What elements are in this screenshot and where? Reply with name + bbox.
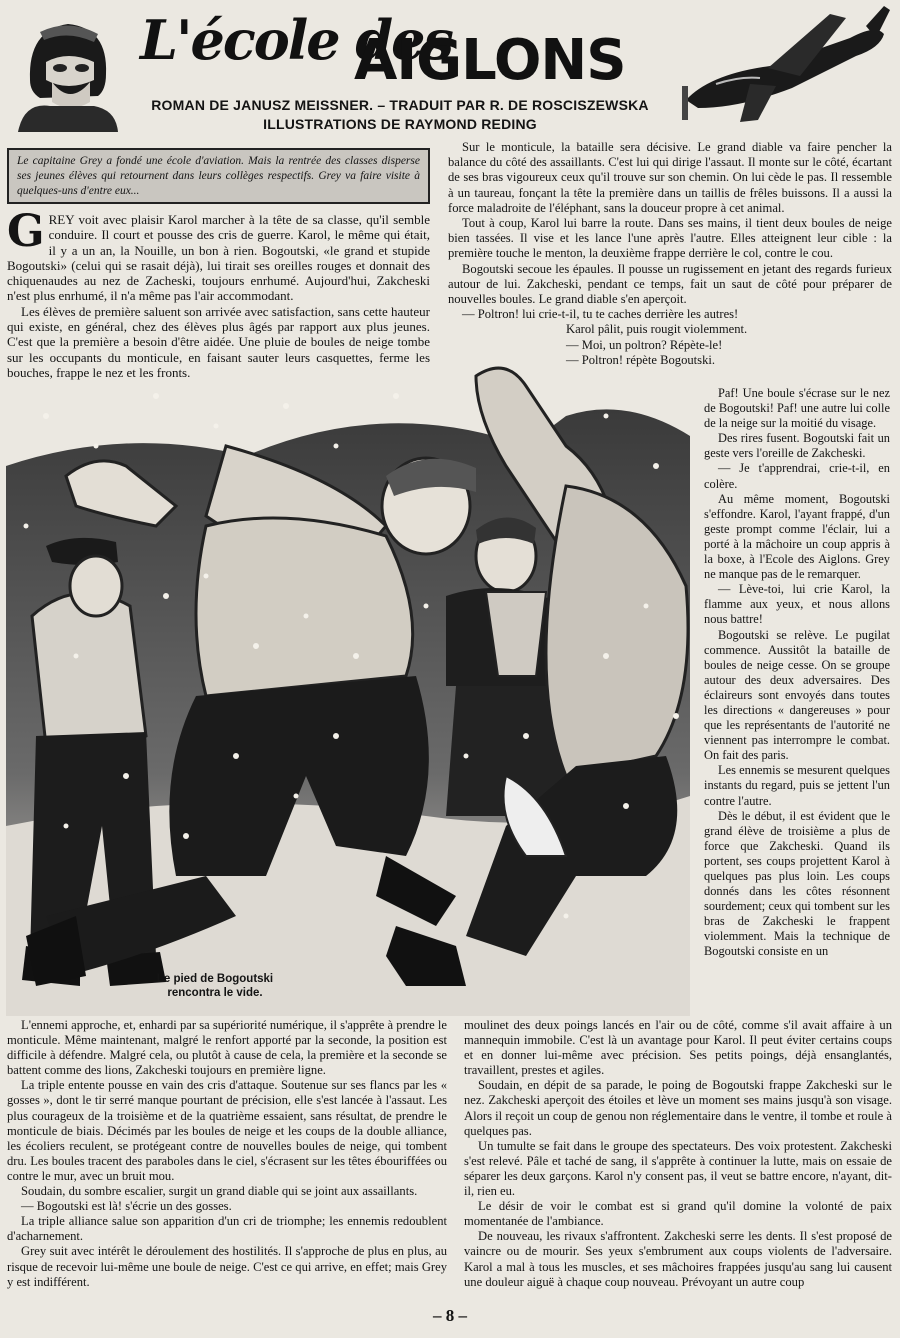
- article-title: [140, 8, 660, 92]
- paragraph: Karol pâlit, puis rougit violemment.: [566, 322, 748, 337]
- paragraph: GREY voit avec plaisir Karol marcher à la tête de sa classe, qu'il semble conduire. Il court et pousse des cris de guerre. Karol, le même qui était, il y a un an, la Nouille, un bon à rien. Bogoutski, «le grand et stupide Bogoutski» (celui qui se rasait déjà), lui tirait ses oreilles rouges et donnait des chiquenaudes au nez de Zacheski, toujours enrhumé. Aujourd'hui, Zakcheski n'est plus enrhumé, il n'a même pas l'air accommodant.: [7, 206, 430, 304]
- drop-cap: G: [7, 206, 45, 257]
- right-column-bottom: [464, 1018, 892, 1290]
- paragraph: Dès le début, il est évident que le grand élève de troisième a plus de force que Zakcheski. Quand ils portent, ses coups projettent Karol à quelques pas plus loin. Les coups donnés dans les côtes résonnent sourdement; ceux qui tombent sur les bras de Zakcheski le frappent violemment. Mais la technique de Bogoutski consiste en un: [704, 808, 890, 959]
- paragraph: La triple entente pousse en vain des cris d'attaque. Soutenue sur ses flancs par les « gosses », dont le tir serré manque pourtant de précision, elle s'est lancée à l'assaut. Les plus courageux de la troisième et de la quatrième essaient, sans résultat, de prendre le monticule de biais. Décimés par les boules de neige et les coups de la double alliance, les écoliers reculent, se protégeant contre de nouvelles boules de neige, qui tombent dru. Les boules tracent des paraboles dans le ciel, s'écrasent sur les têtes ébouriffées ou contre le mur, avec un bruit mou.: [7, 1078, 447, 1183]
- pilot-portrait-icon: [10, 10, 120, 132]
- paragraph: moulinet des deux poings lancés en l'air ou de côté, comme s'il avait affaire à un mannequin immobile. C'est là un avantage pour Karol. Il peut éviter certains coups et en donner lui-même avec précision. Ses petits poings, déjà ensanglantés, travaillent, prestes et agiles.: [464, 1018, 892, 1078]
- snowball-fight-illustration: [6, 356, 690, 1016]
- paragraph: Bogoutski secoue les épaules. Il pousse un rugissement en jetant des regards furieux autour de lui. Zakcheski, pendant ce temps, fait un saut de côté pour préparer de nouvelles boules. Le grand diable s'en aperçoit.: [448, 261, 892, 307]
- byline-author: ROMAN DE JANUSZ MEISSNER. – TRADUIT PAR R. DE ROSCISZEWSKA: [151, 97, 649, 113]
- paragraph: Les élèves de première saluent son arrivée avec satisfaction, sans cette hauteur qui existe, en général, chez des élèves plus âgés par rapport aux plus jeunes. C'est que la première a besoin d'être aidée. Une pluie de boules de neige tombe sur les occupants du monticule, en faisant sauter leurs casquettes, ferme les bouches, frappe le nez et les fronts.: [7, 303, 430, 380]
- paragraph: Des rires fusent. Bogoutski fait un geste vers l'oreille de Zakcheski.: [704, 431, 890, 461]
- paragraph: Sur le monticule, la bataille sera décisive. Le grand diable va faire pencher la balance du côté des assaillants. C'est lui qui dirige l'assaut. Il monte sur le côté, écartant de ses bras vigoureux ceux qu'il trouve sur son chemin. On lui cède le pas. Il ressemble à un taureau, fonçant la tête la première dans un taillis de frêles buissons. Il a aussi la force maladroite de l'éléphant, sans la douceur propre à cet animal.: [448, 140, 892, 215]
- paragraph: Paf! Une boule s'écrase sur le nez de Bogoutski! Paf! une autre lui colle de la neige sur la moitié du visage.: [704, 386, 890, 431]
- paragraph: Grey suit avec intérêt le déroulement des hostilités. Il s'approche de plus en plus, au risque de recevoir lui-même une boule de neige. C'est ce qui arrive, en effet; mais Grey y est indifférent.: [7, 1244, 447, 1289]
- paragraph: — Lève-toi, lui crie Karol, la flamme aux yeux, et nous allons nous battre!: [704, 582, 890, 627]
- intro-box: Le capitaine Grey a fondé une école d'aviation. Mais la rentrée des classes disperse ses jeunes élèves qui retournent dans leurs collèges respectifs. Grey va faire visite à quelques-uns d'entre eux...: [7, 148, 430, 204]
- paragraph: Le désir de voir le combat est si grand qu'il domine la volonté de paix momentanée de l'ambiance.: [464, 1199, 892, 1229]
- paragraph: Un tumulte se fait dans le groupe des spectateurs. Des voix protestent. Zakcheski s'est relevé. Pâle et taché de sang, il s'apprête à continuer la lutte, mais on essaie de séparer les deux garçons. Karol n'y consent pas, il veut se battre encore, n'ayant, dit-il, rien eu.: [464, 1138, 892, 1199]
- title-block: AIGLONS: [354, 28, 626, 93]
- right-narrow-column: [704, 386, 890, 960]
- fighter-plane-icon: [680, 4, 892, 128]
- paragraph: — Poltron! répète Bogoutski.: [566, 352, 716, 367]
- byline-illustrator: ILLUSTRATIONS DE RAYMOND REDING: [263, 116, 537, 132]
- byline: [140, 96, 660, 134]
- illustration-caption: Le pied de Bogoutski rencontra le vide.: [156, 973, 274, 999]
- paragraph: Les ennemis se mesurent quelques instants du regard, puis se jettent l'un contre l'autre.: [704, 763, 890, 808]
- paragraph: — Poltron! lui crie-t-il, tu te caches derrière les autres!: [462, 307, 739, 322]
- paragraph: Au même moment, Bogoutski s'effondre. Karol, l'ayant frappé, d'un geste prompt comme l'éclair, lui a porté à la mâchoire un coup appris à la boxe, à l'Ecole des Aiglons. Grey ne manque pas de le remarquer.: [704, 491, 890, 582]
- paragraph: De nouveau, les rivaux s'affrontent. Zakcheski serre les dents. Il s'est proposé de vaincre ou de mourir. Ses yeux s'embrument aux coups violents de l'adversaire. Karol a mal à tous les muscles, et ses mâchoires frappées jusqu'au sang lui causent une douleur aiguë à chaque coup nouveau. Prévoyant un autre coup: [464, 1229, 892, 1289]
- paragraph: Bogoutski se relève. Le pugilat commence. Aussitôt la bataille de boules de neige cesse. On se groupe autour des deux adversaires. Des éclaireurs sont envoyés dans toutes les directions « dangereuses » pour que les représentants de l'autorité ne viennent pas interrompre le combat. On fait des paris.: [704, 627, 890, 763]
- paragraph: — Moi, un poltron? Répète-le!: [566, 337, 723, 352]
- paragraph: — Bogoutski est là! s'écrie un des gosses.: [21, 1199, 232, 1214]
- paragraph: L'ennemi approche, et, enhardi par sa supériorité numérique, il s'apprête à prendre le monticule. Même maintenant, malgré le renfort apporté par la seconde, la position est difficile à défendre. Malgré cela, ou plutôt à cause de cela, la première et la seconde se battent comme des lions, Zakcheski toujours en première ligne.: [7, 1018, 447, 1078]
- title-script: L'école des: [140, 8, 452, 72]
- paragraph: Soudain, en dépit de sa parade, le poing de Bogoutski frappe Zakcheski sur le nez. Zakcheski aperçoit des étoiles et lève un moment ses mains jusqu'à son visage. Alors il reçoit un coup de genou non réglementaire dans le ventre, il tombe et roule à quelques pas.: [464, 1078, 892, 1138]
- paragraph: Soudain, du sombre escalier, surgit un grand diable qui se joint aux assaillants.: [21, 1184, 418, 1199]
- page-number: – 8 –: [433, 1306, 467, 1325]
- right-column-top: [448, 140, 892, 368]
- paragraph: La triple alliance salue son apparition d'un cri de triomphe; les ennemis redoublent d'acharnement.: [7, 1214, 447, 1244]
- left-column-bottom: [7, 1018, 447, 1290]
- paragraph: Tout à coup, Karol lui barre la route. Dans ses mains, il tient deux boules de neige bien tassées. Il vise et les lance l'une après l'autre. Elles atteignent leur cible : la première touche le menton, la deuxième frappe derrière le col, contre le cou.: [448, 216, 892, 261]
- paragraph: — Je t'apprendrai, crie-t-il, en colère.: [704, 461, 890, 491]
